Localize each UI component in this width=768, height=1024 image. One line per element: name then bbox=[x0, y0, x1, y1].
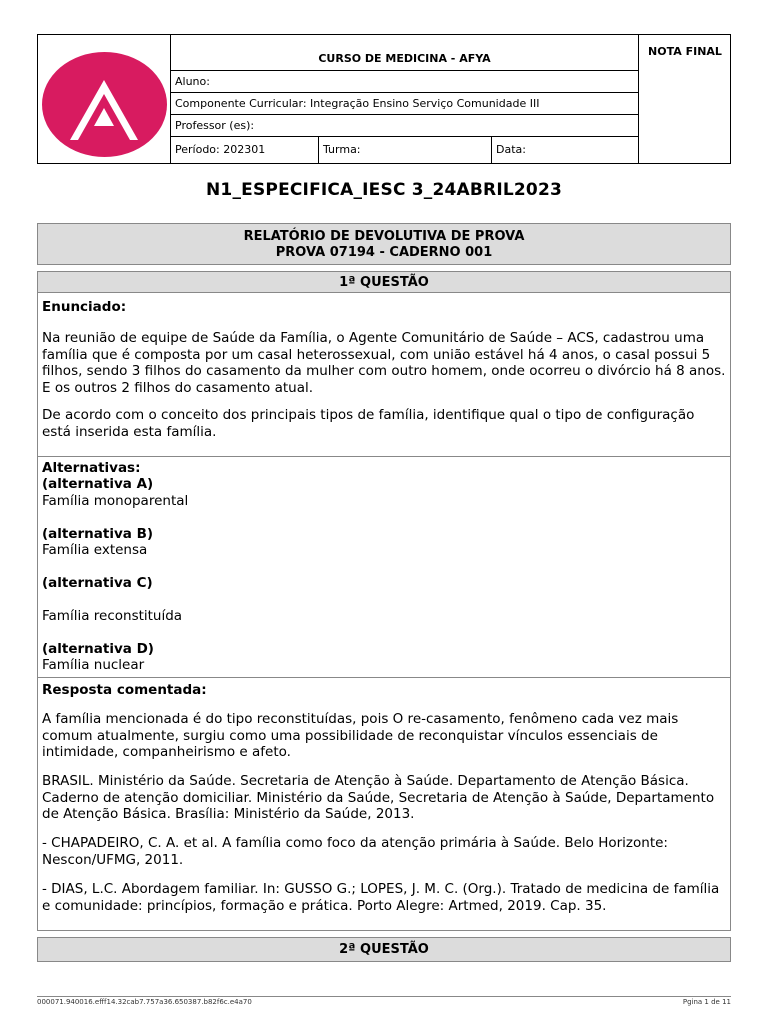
aluno-field: Aluno: bbox=[171, 71, 638, 93]
divider bbox=[38, 456, 730, 457]
document-title: N1_ESPECIFICA_IESC 3_24ABRIL2023 bbox=[206, 180, 562, 200]
footer-divider bbox=[37, 996, 731, 997]
question-1-heading: 1ª QUESTÃO bbox=[37, 271, 731, 293]
alternative-d-text: Família nuclear bbox=[42, 657, 145, 673]
alternative-b-text: Família extensa bbox=[42, 542, 148, 558]
resposta-paragraph-4: - DIAS, L.C. Abordagem familiar. In: GUSSO G.; LOPES, J. M. C. (Org.). Tratado de medicina de família e comunidade: princípios, formação e prática. Porto Alegre: Artmed, 2019. Cap. 35. bbox=[42, 881, 720, 914]
header-table bbox=[37, 34, 731, 164]
nota-final-cell bbox=[638, 35, 730, 163]
alternative-c-text: Família reconstituída bbox=[42, 608, 183, 624]
data-field: Data: bbox=[496, 143, 526, 156]
question-1-content bbox=[37, 293, 731, 931]
footer-page-number: Pgina 1 de 11 bbox=[682, 998, 731, 1006]
alternativas-label: Alternativas: bbox=[42, 460, 141, 476]
course-title: CURSO DE MEDICINA - AFYA bbox=[171, 35, 638, 71]
question-2-heading: 2ª QUESTÃO bbox=[37, 937, 731, 962]
enunciado-paragraph-2: De acordo com o conceito dos principais tipos de família, identifique qual o tipo de configuração está inserida esta família. bbox=[42, 407, 695, 440]
resposta-paragraph-2: BRASIL. Ministério da Saúde. Secretaria de Atenção à Saúde. Departamento de Atenção Básica. Caderno de atenção domiciliar. Ministério da Saúde, Secretaria de Atenção à Saúde, Departamento de Atenção Básica. Brasília: Ministério da Saúde, 2013. bbox=[42, 773, 715, 822]
turma-field: Turma: bbox=[319, 137, 492, 163]
alternative-d-label: (alternativa D) bbox=[42, 641, 154, 657]
alternative-b-label: (alternativa B) bbox=[42, 526, 154, 542]
alternative-c-label: (alternativa C) bbox=[42, 575, 153, 591]
logo-cell bbox=[38, 35, 171, 163]
resposta-paragraph-3: - CHAPADEIRO, C. A. et al. A família como foco da atenção primária à Saúde. Belo Horizonte: Nescon/UFMG, 2011. bbox=[42, 835, 668, 868]
professor-field: Professor (es): bbox=[171, 115, 638, 137]
alternative-a-label: (alternativa A) bbox=[42, 476, 154, 492]
enunciado-paragraph-1: Na reunião de equipe de Saúde da Família, o Agente Comunitário de Saúde – ACS, cadastrou uma família que é composta por um casal heterossexual, com união estável há 4 anos, o casal possui 5 filhos, sendo 3 filhos do casamento da mulher com outro homem, onde ocorreu o divórcio há 8 anos. E os outros 2 filhos do casamento atual. bbox=[42, 330, 726, 396]
divider bbox=[38, 677, 730, 678]
afya-logo bbox=[42, 52, 167, 157]
report-title: RELATÓRIO DE DEVOLUTIVA DE PROVA bbox=[243, 229, 525, 244]
nota-final-label: NOTA FINAL bbox=[648, 45, 722, 58]
resposta-paragraph-1: A família mencionada é do tipo reconstituídas, pois O re-casamento, fenômeno cada vez mais comum atualmente, surgiu como uma possibilidade de reconquistar vínculos essenciais de intimidade, companheirismo e afeto. bbox=[42, 711, 679, 760]
resposta-label: Resposta comentada: bbox=[42, 682, 207, 698]
componente-field: Componente Curricular: Integração Ensino Serviço Comunidade III bbox=[171, 93, 638, 115]
enunciado-label: Enunciado: bbox=[42, 299, 127, 315]
alternative-a-text: Família monoparental bbox=[42, 493, 189, 509]
report-subtitle: PROVA 07194 - CADERNO 001 bbox=[275, 245, 493, 260]
report-header bbox=[37, 223, 731, 265]
afya-logo-icon bbox=[42, 52, 167, 157]
periodo-field: Período: 202301 bbox=[171, 137, 319, 163]
footer-document-id: 000071.940016.efff14.32cab7.757a36.650387.b82f6c.e4a70 bbox=[37, 998, 252, 1006]
periodo-row bbox=[171, 137, 638, 163]
